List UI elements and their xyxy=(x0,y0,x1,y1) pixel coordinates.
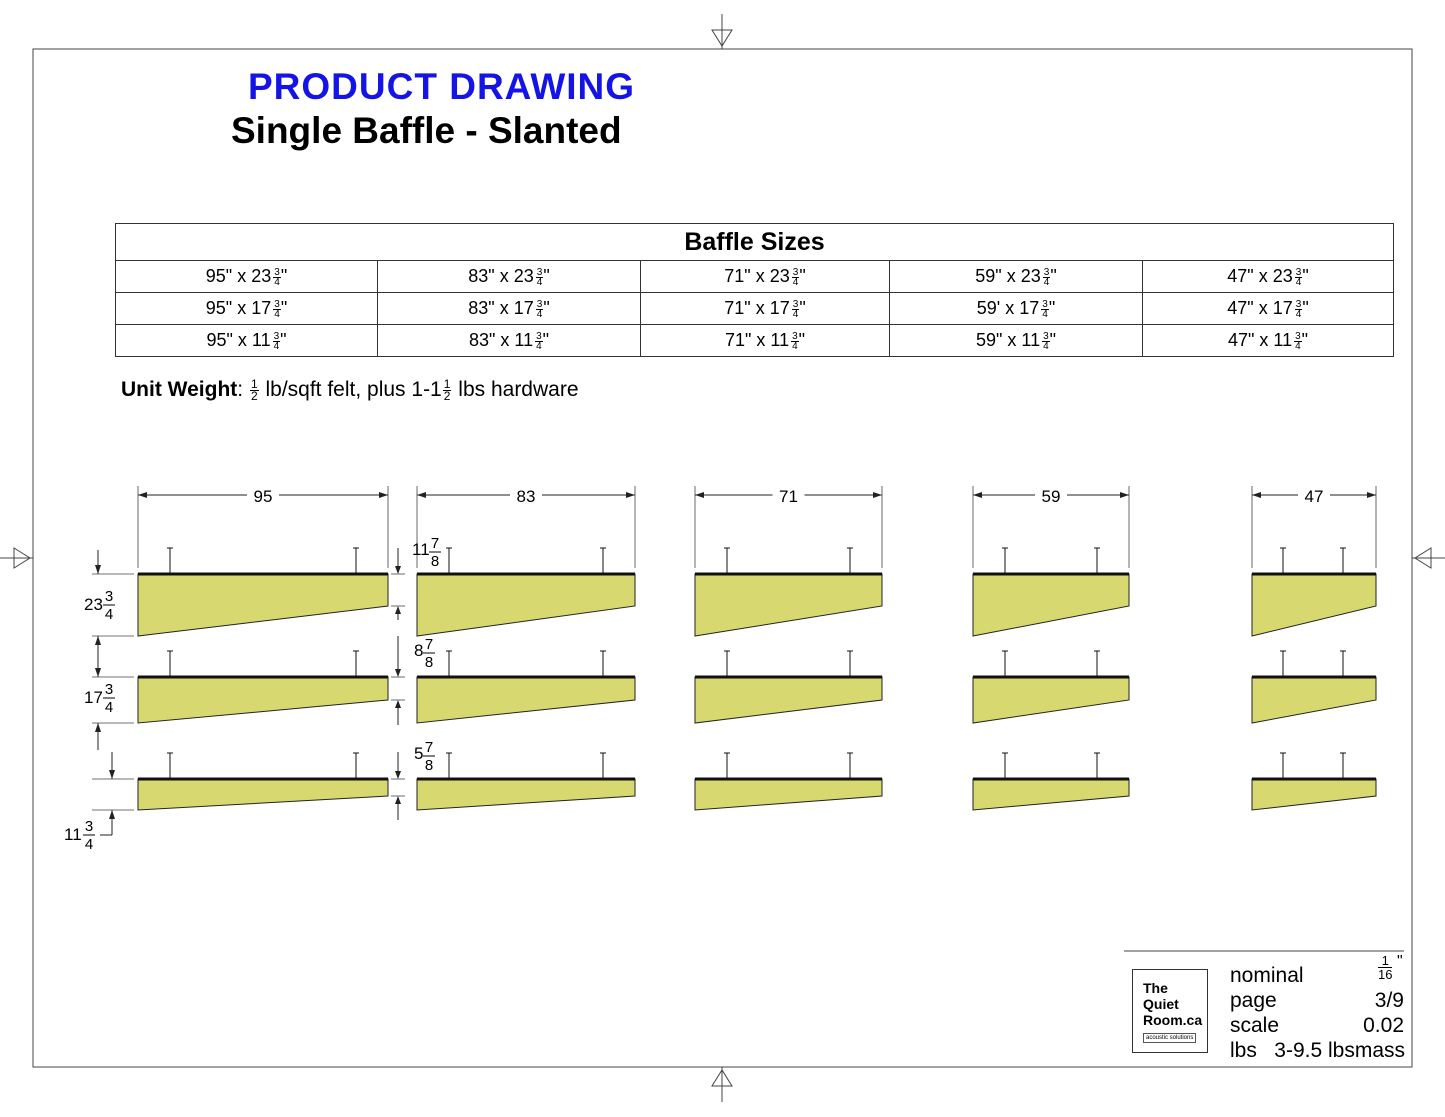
width-dimension-label: 83 xyxy=(516,487,536,506)
arrowhead xyxy=(95,636,101,645)
unit-weight-tail: lbs hardware xyxy=(458,378,579,401)
arrowhead xyxy=(695,492,704,498)
size-height: 23 xyxy=(769,266,790,286)
size-height: 11 xyxy=(1021,330,1041,350)
short-edge-denominator: 8 xyxy=(430,553,440,570)
baffle-panel xyxy=(138,779,388,810)
height-denominator: 4 xyxy=(104,606,114,623)
drawing-title: PRODUCT DRAWING xyxy=(248,66,636,107)
size-cell: 71" x 17 $\frac{3}{4}$ " xyxy=(641,293,890,325)
size-width: 83" xyxy=(468,298,495,318)
size-width: 83" xyxy=(468,266,495,286)
short-edge-denominator: 8 xyxy=(424,757,434,774)
size-height: 17 xyxy=(769,298,790,318)
size-cell: 47" x 23 $\frac{3}{4}$ " xyxy=(1143,261,1394,293)
baffle-panel xyxy=(1252,574,1376,636)
baffle-panel xyxy=(695,779,882,810)
arrowhead xyxy=(95,723,101,732)
size-width: 59' xyxy=(976,298,1001,318)
height-whole: 23 xyxy=(84,595,103,614)
logo-text: The Quiet Room.ca xyxy=(1143,980,1203,1028)
unit-weight-note xyxy=(121,378,579,402)
baffle-panel xyxy=(1252,779,1376,810)
unit-weight-mid: lb/sqft felt, plus 1-1 xyxy=(265,378,442,401)
size-fraction: $\frac{3}{4}$ xyxy=(536,266,543,288)
size-cell: 47" x 17 $\frac{3}{4}$ " xyxy=(1143,293,1394,325)
size-cell: 71" x 23 $\frac{3}{4}$ " xyxy=(641,261,890,293)
arrowhead xyxy=(395,606,401,614)
size-fraction: $\frac{3}{4}$ xyxy=(792,330,798,352)
baffle-panel xyxy=(417,779,635,810)
size-fraction: $\frac{3}{4}$ xyxy=(274,298,280,320)
logo-subtitle: acoustic solutions xyxy=(1143,1033,1196,1043)
arrowhead xyxy=(626,492,635,498)
sizes-row xyxy=(116,325,1394,357)
unit-weight-label: Unit Weight xyxy=(121,378,238,401)
title-block-nominal-unit: " xyxy=(1397,953,1403,970)
baffle-panel xyxy=(973,574,1129,636)
size-fraction: $\frac{3}{4}$ xyxy=(1042,298,1048,320)
drawing-subtitle: Single Baffle - Slanted xyxy=(231,110,622,151)
size-width: 59" xyxy=(975,266,1002,286)
width-dimension-label: 47 xyxy=(1304,487,1324,506)
size-cell: 59' x 17 $\frac{3}{4}$ " xyxy=(890,293,1143,325)
title-block-nominal-value: 1 16 xyxy=(1378,953,1393,982)
baffle-panel xyxy=(138,574,388,636)
height-denominator: 4 xyxy=(84,836,94,853)
size-fraction: $\frac{3}{4}$ xyxy=(274,266,280,288)
size-width: 95" xyxy=(206,330,233,350)
width-dimension-label: 95 xyxy=(253,487,273,506)
short-edge-dimension-label xyxy=(412,535,441,570)
sizes-row xyxy=(116,293,1394,325)
height-denominator: 4 xyxy=(104,699,114,716)
arrowhead xyxy=(95,668,101,677)
size-height: 17 xyxy=(251,298,272,318)
width-dimension-label: 59 xyxy=(1041,487,1061,506)
size-height: 23 xyxy=(1272,266,1293,286)
title-block-nominal-label: nominal xyxy=(1230,964,1304,987)
short-edge-numerator: 7 xyxy=(430,535,440,552)
short-edge-dimension-label xyxy=(414,636,435,671)
size-fraction: $\frac{3}{4}$ xyxy=(1295,298,1302,320)
size-width: 71" xyxy=(724,330,752,350)
height-dimension-label xyxy=(84,588,115,623)
sheet-border xyxy=(33,49,1412,1067)
unit-weight-fraction-1: $\frac{1}{2}$ xyxy=(250,376,258,403)
size-cell: 95" x 23 $\frac{3}{4}$ " xyxy=(116,261,378,293)
height-numerator: 3 xyxy=(84,818,94,835)
baffle-panel xyxy=(1252,677,1376,723)
baffle-panel xyxy=(417,677,635,723)
size-fraction: $\frac{3}{4}$ xyxy=(1043,266,1050,288)
height-whole: 11 xyxy=(64,825,82,844)
size-width: 71" xyxy=(724,266,751,286)
size-cell: 95" x 11 $\frac{3}{4}$ " xyxy=(116,325,378,357)
size-width: 83" xyxy=(468,330,496,350)
arrowhead xyxy=(395,669,401,677)
size-cell: 83" x 17 $\frac{3}{4}$ " xyxy=(378,293,641,325)
baffle-drawings xyxy=(138,548,1376,810)
size-height: 11 xyxy=(1273,330,1293,350)
size-cell: 59" x 11 $\frac{3}{4}$ " xyxy=(890,325,1143,357)
size-cell: 71" x 11 $\frac{3}{4}$ " xyxy=(641,325,890,357)
size-width: 95" xyxy=(205,266,233,286)
title-block-lbs-label: lbs xyxy=(1230,1039,1257,1062)
arrowhead xyxy=(138,492,147,498)
title-block-scale-label: scale xyxy=(1230,1014,1280,1037)
title-block-page-value: 3/9 xyxy=(1374,989,1404,1012)
size-width: 47" xyxy=(1227,298,1254,318)
arrowhead xyxy=(417,492,426,498)
unit-weight-separator: : xyxy=(237,378,244,401)
arrowhead xyxy=(1252,492,1261,498)
height-numerator: 3 xyxy=(104,681,114,698)
title-block-page-label: page xyxy=(1230,989,1277,1012)
size-fraction: $\frac{3}{4}$ xyxy=(1295,330,1301,352)
size-height: 17 xyxy=(1019,298,1040,318)
size-height: 17 xyxy=(1272,298,1293,318)
top-registration-mark xyxy=(712,14,732,49)
short-edge-numerator: 7 xyxy=(424,739,434,756)
arrowhead xyxy=(395,796,401,804)
size-width: 95" xyxy=(205,298,233,318)
height-numerator: 3 xyxy=(104,588,114,605)
baffle-panel xyxy=(417,574,635,636)
size-fraction: $\frac{3}{4}$ xyxy=(536,330,542,352)
arrowhead xyxy=(1367,492,1376,498)
size-cell: 95" x 17 $\frac{3}{4}$ " xyxy=(116,293,378,325)
arrowhead xyxy=(395,771,401,779)
arrowhead xyxy=(379,492,388,498)
baffle-panel xyxy=(695,677,882,723)
size-height: 23 xyxy=(1020,266,1041,286)
short-edge-whole: 11 xyxy=(412,540,430,559)
size-height: 11 xyxy=(770,330,790,350)
baffle-panel xyxy=(973,677,1129,723)
size-cell: 59" x 23 $\frac{3}{4}$ " xyxy=(890,261,1143,293)
short-edge-denominator: 8 xyxy=(424,654,434,671)
arrowhead xyxy=(395,566,401,574)
short-edge-dimension-label xyxy=(414,739,435,774)
arrowhead xyxy=(873,492,882,498)
height-whole: 17 xyxy=(84,688,103,707)
baffle-panel xyxy=(695,574,882,636)
size-height: 23 xyxy=(251,266,272,286)
size-fraction: $\frac{3}{4}$ xyxy=(792,266,799,288)
height-dimension-label xyxy=(84,681,115,716)
arrowhead xyxy=(973,492,982,498)
baffle-panel xyxy=(138,677,388,723)
size-fraction: $\frac{3}{4}$ xyxy=(536,298,543,320)
size-cell: 47" x 11 $\frac{3}{4}$ " xyxy=(1143,325,1394,357)
title-block-scale-value: 0.02 xyxy=(1363,1014,1404,1037)
size-fraction: $\frac{3}{4}$ xyxy=(1043,330,1049,352)
bottom-registration-mark xyxy=(712,1067,732,1102)
size-fraction: $\frac{3}{4}$ xyxy=(273,330,280,352)
size-width: 47" xyxy=(1227,330,1255,350)
size-height: 23 xyxy=(513,266,534,286)
size-height: 11 xyxy=(514,330,534,350)
baffle-sizes-table xyxy=(115,223,1394,357)
arrowhead xyxy=(395,700,401,708)
company-logo xyxy=(1132,969,1208,1053)
width-dimension-label: 71 xyxy=(779,487,798,506)
right-registration-mark xyxy=(1412,548,1445,568)
title-block-lbs-value: 3-9.5 lbsmass xyxy=(1274,1039,1405,1062)
size-width: 71" xyxy=(724,298,751,318)
unit-weight-fraction-2: $\frac{1}{2}$ xyxy=(443,376,451,403)
size-fraction: $\frac{3}{4}$ xyxy=(792,298,799,320)
short-edge-whole: 8 xyxy=(414,641,424,660)
baffle-panel xyxy=(973,779,1129,810)
sizes-row xyxy=(116,261,1394,293)
size-width: 59" xyxy=(975,330,1003,350)
left-registration-mark xyxy=(0,548,33,568)
short-edge-whole: 5 xyxy=(414,744,424,763)
short-edge-numerator: 7 xyxy=(424,636,434,653)
size-height: 17 xyxy=(513,298,534,318)
baffle-sizes-header: Baffle Sizes xyxy=(116,224,1394,261)
arrowhead xyxy=(95,565,101,574)
size-cell: 83" x 23 $\frac{3}{4}$ " xyxy=(378,261,641,293)
size-width: 47" xyxy=(1227,266,1254,286)
size-cell: 83" x 11 $\frac{3}{4}$ " xyxy=(378,325,641,357)
size-fraction: $\frac{3}{4}$ xyxy=(1295,266,1302,288)
height-dimension-label xyxy=(64,818,95,853)
arrowhead xyxy=(1120,492,1129,498)
size-height: 11 xyxy=(251,330,271,350)
